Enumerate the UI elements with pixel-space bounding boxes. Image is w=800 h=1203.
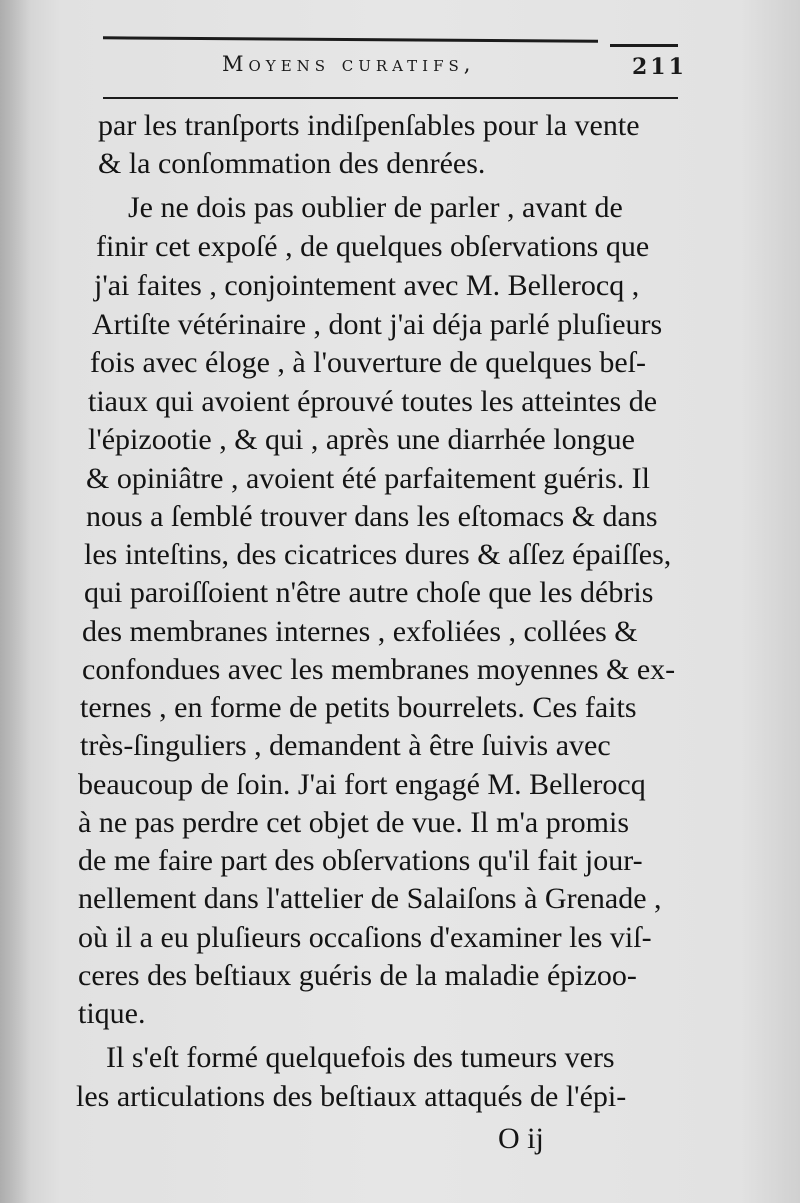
text-line: j'ai faites , conjointement avec M. Bellerocq ,: [94, 269, 640, 302]
text-line: qui paroiſſoient n'être autre choſe que les débris: [84, 576, 654, 609]
running-head-title: Moyens curatifs,: [222, 52, 476, 76]
page-number: 211: [632, 54, 687, 80]
signature-mark: O ij: [498, 1122, 544, 1155]
text-line: finir cet expoſé , de quelques obſervations que: [96, 230, 650, 263]
text-line: & la conſommation des denrées.: [98, 147, 486, 180]
text-line: les inteſtins, des cicatrices dures & aſſez épaiſſes,: [84, 538, 672, 571]
text-line: & opiniâtre , avoient été parfaitement guéris. Il: [86, 462, 650, 495]
text-line: de me faire part des obſervations qu'il fait jour-: [78, 844, 643, 877]
text-line: Je ne dois pas oublier de parler , avant de: [128, 191, 623, 224]
text-line: Artiſte vétérinaire , dont j'ai déja parlé pluſieurs: [92, 308, 663, 341]
text-line: ceres des beſtiaux guéris de la maladie épizoo-: [78, 959, 637, 992]
text-line: à ne pas perdre cet objet de vue. Il m'a promis: [78, 806, 630, 839]
text-line: tiaux qui avoient éprouvé toutes les atteintes de: [88, 385, 658, 418]
text-line: nellement dans l'attelier de Salaiſons à Grenade ,: [78, 882, 662, 915]
text-line: fois avec éloge , à l'ouverture de quelques beſ-: [90, 346, 647, 379]
text-line: les articulations des beſtiaux attaqués de l'épi-: [76, 1080, 627, 1113]
text-line: des membranes internes , exfoliées , collées &: [82, 615, 638, 648]
text-line: très-ſinguliers , demandent à être ſuivis avec: [80, 729, 611, 762]
text-line: beaucoup de ſoin. J'ai fort engagé M. Bellerocq: [78, 768, 646, 801]
text-line: où il a eu pluſieurs occaſions d'examiner les viſ-: [78, 921, 652, 954]
text-line: Il s'eſt formé quelquefois des tumeurs vers: [106, 1041, 615, 1074]
text-line: tique.: [78, 997, 146, 1030]
text-line: ternes , en forme de petits bourrelets. Ces faits: [80, 691, 637, 724]
text-line: par les tranſports indiſpenſables pour la vente: [98, 109, 640, 142]
text-line: l'épizootie , & qui , après une diarrhée longue: [88, 423, 635, 456]
text-line: confondues avec les membranes moyennes & ex-: [82, 653, 676, 686]
text-line: nous a ſemblé trouver dans les eſtomacs & dans: [86, 500, 658, 533]
